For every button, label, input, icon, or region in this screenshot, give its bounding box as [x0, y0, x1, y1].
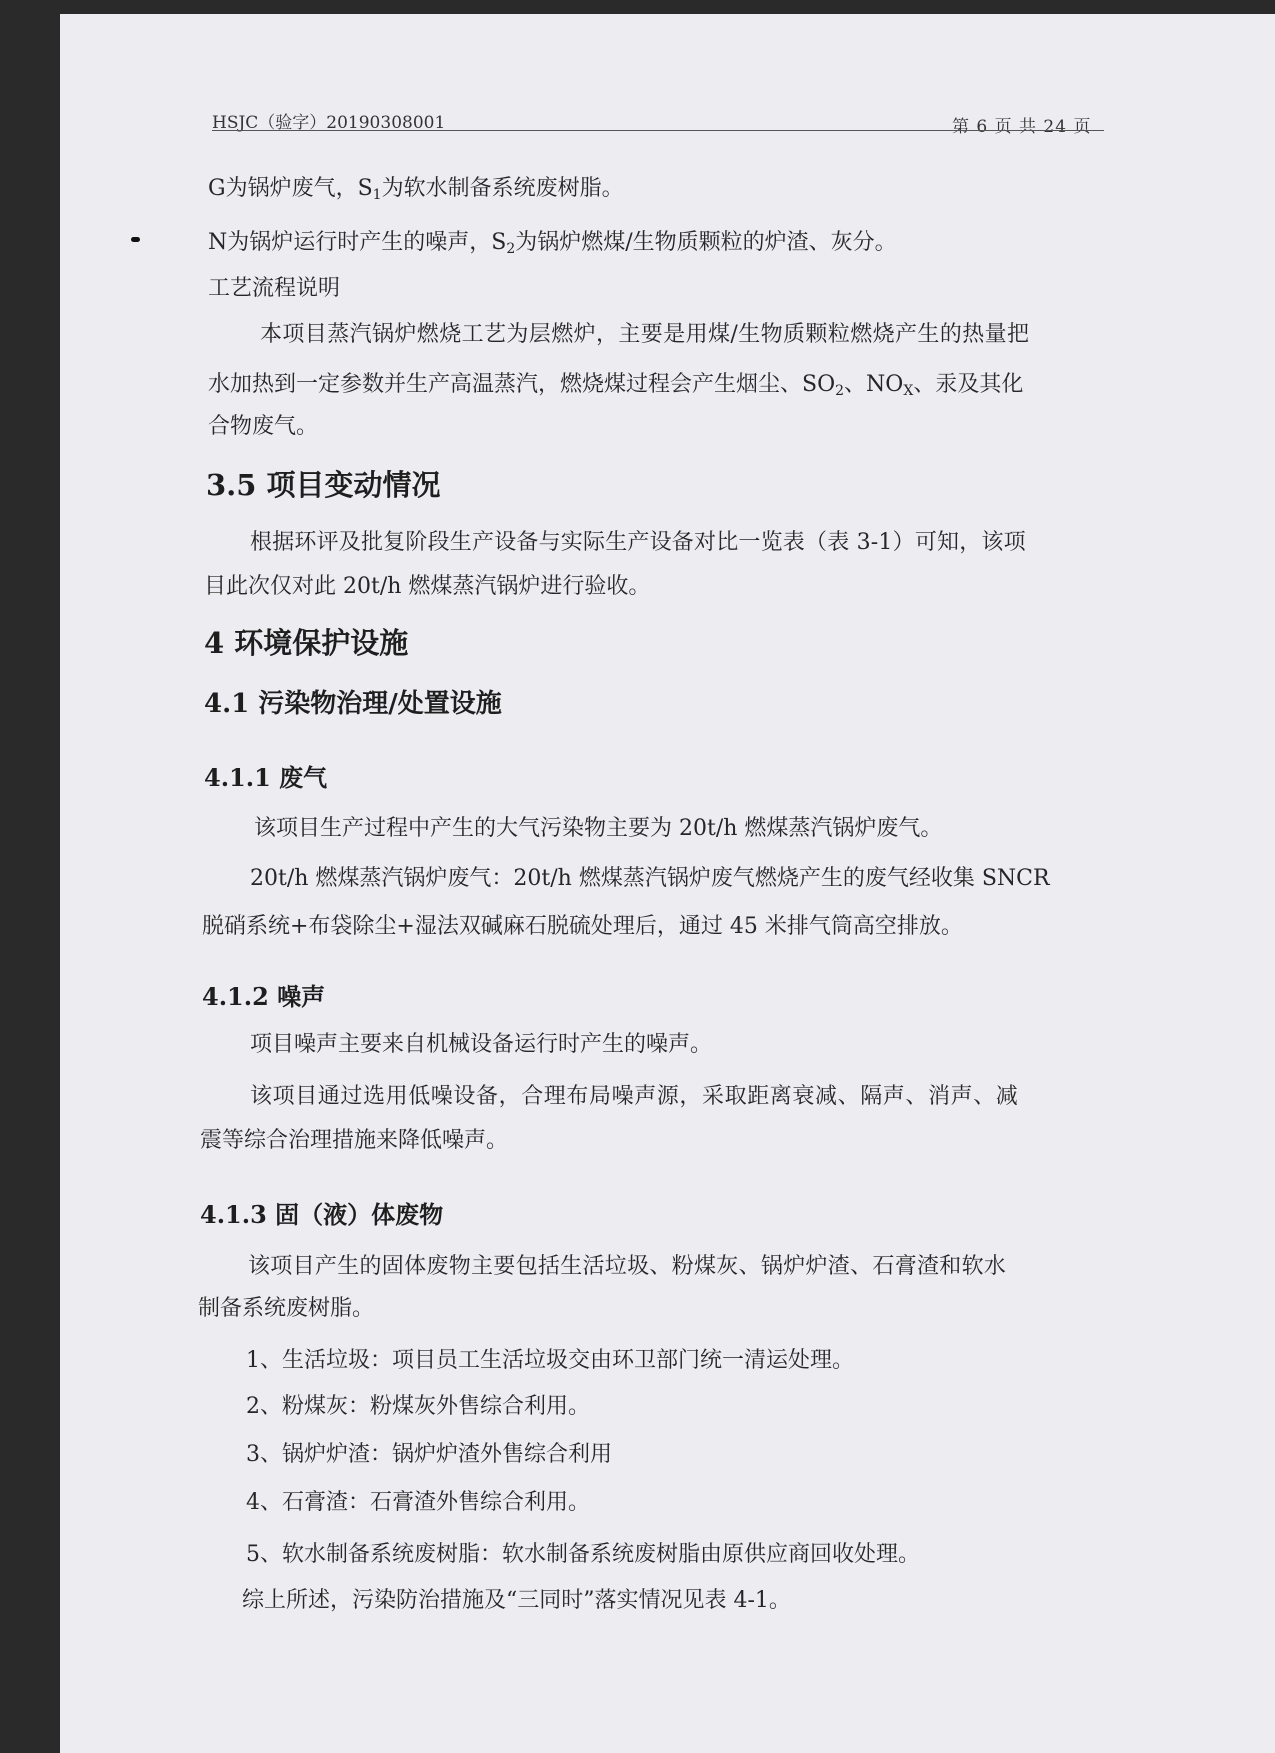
section-4-1-2-line-3: 震等综合治理措施来降低噪声。 — [200, 1128, 509, 1153]
process-paragraph-line-1: 本项目蒸汽锅炉燃烧工艺为层燃炉，主要是用煤/生物质颗粒燃烧产生的热量把 — [260, 322, 1030, 347]
section-4-1-1-line-2: 20t/h 燃煤蒸汽锅炉废气：20t/h 燃煤蒸汽锅炉废气燃烧产生的废气经收集 SNCR — [250, 866, 1050, 891]
scan-speck — [131, 237, 140, 242]
process-title: 工艺流程说明 — [208, 276, 341, 301]
section-4-1-3-line-2: 制备系统废树脂。 — [198, 1296, 375, 1321]
process-paragraph-line-3: 合物废气。 — [208, 414, 319, 439]
intro-line-1: G为锅炉废气，$S_1$为软水制备系统废树脂。 — [208, 176, 624, 203]
section-4-1-1-line-3: 脱硝系统+布袋除尘+湿法双碱麻石脱硫处理后，通过 45 米排气筒高空排放。 — [202, 914, 963, 939]
section-4-title: 4 环境保护设施 — [204, 626, 409, 660]
list-item: 5、软水制备系统废树脂：软水制备系统废树脂由原供应商回收处理。 — [246, 1542, 920, 1567]
section-4-1-2-line-2: 该项目通过选用低噪设备，合理布局噪声源，采取距离衰减、隔声、消声、减 — [250, 1084, 1019, 1109]
section-4-1-3-line-1: 该项目产生的固体废物主要包括生活垃圾、粉煤灰、锅炉炉渣、石膏渣和软水 — [248, 1254, 1007, 1279]
section-3-5-line-2: 目此次仅对此 20t/h 燃煤蒸汽锅炉进行验收。 — [204, 574, 651, 599]
intro-line-2: N为锅炉运行时产生的噪声，$S_2$为锅炉燃煤/生物质颗粒的炉渣、灰分。 — [208, 230, 897, 257]
section-3-5-line-1: 根据环评及批复阶段生产设备与实际生产设备对比一览表（表 3-1）可知，该项 — [250, 530, 1026, 555]
section-4-1-title: 4.1 污染物治理/处置设施 — [204, 689, 502, 719]
process-paragraph-line-2: 水加热到一定参数并生产高温蒸汽，燃烧煤过程会产生烟尘、$SO_2$、$NO_X$、汞及其化 — [208, 372, 1024, 399]
section-3-5-title: 3.5 项目变动情况 — [206, 468, 441, 502]
section-4-1-3-title: 4.1.3 固（液）体废物 — [200, 1200, 444, 1229]
section-4-1-1-line-1: 该项目生产过程中产生的大气污染物主要为 20t/h 燃煤蒸汽锅炉废气。 — [254, 816, 943, 841]
section-4-1-1-title: 4.1.1 废气 — [204, 763, 328, 792]
summary-line: 综上所述，污染防治措施及“三同时”落实情况见表 4-1。 — [242, 1588, 791, 1613]
header-rule — [212, 130, 1104, 131]
list-item: 2、粉煤灰：粉煤灰外售综合利用。 — [246, 1394, 590, 1419]
section-4-1-2-title: 4.1.2 噪声 — [202, 982, 326, 1011]
list-item: 4、石膏渣：石膏渣外售综合利用。 — [246, 1490, 590, 1515]
list-item: 1、生活垃圾：项目员工生活垃圾交由环卫部门统一清运处理。 — [246, 1348, 854, 1373]
header-page-info: 第 6 页 共 24 页 — [952, 117, 1092, 137]
section-4-1-2-line-1: 项目噪声主要来自机械设备运行时产生的噪声。 — [250, 1032, 713, 1057]
list-item: 3、锅炉炉渣：锅炉炉渣外售综合利用 — [246, 1442, 612, 1467]
header-doc-id: HSJC（验字）20190308001 — [212, 113, 446, 133]
